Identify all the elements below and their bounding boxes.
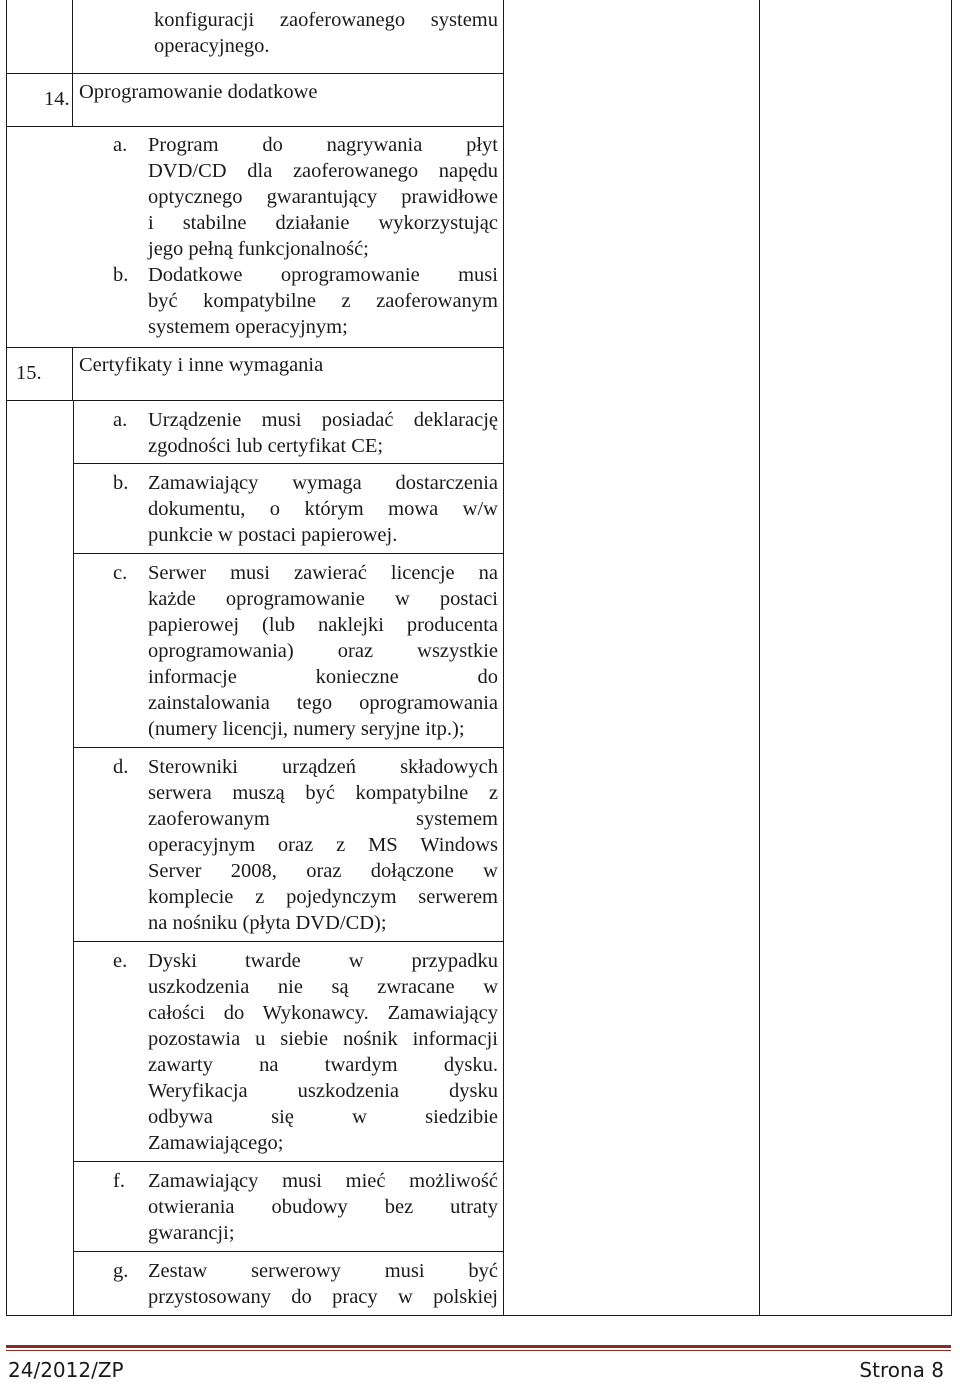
text-line: być kompatybilne z zaoferowanym	[148, 290, 498, 312]
text-line: Server 2008, oraz dołączone w	[148, 860, 498, 882]
list-item	[148, 948, 498, 1156]
text-line: DVD/CD dla zaoferowanego napędu	[148, 160, 498, 182]
list-marker: e.	[113, 950, 128, 972]
list-item	[148, 470, 498, 548]
text-line: zawarty na twardym dysku.	[148, 1054, 498, 1076]
text-line: papierowej (lub naklejki producenta	[148, 614, 498, 636]
section-title: Oprogramowanie dodatkowe	[79, 81, 318, 103]
text-line: uszkodzenia nie są zwracane w	[148, 976, 498, 998]
text-line: dokumentu, o którym mowa w/w	[148, 498, 498, 520]
text-line: całości do Wykonawcy. Zamawiający	[148, 1002, 498, 1024]
text-line: gwarancji;	[148, 1222, 235, 1244]
text-line: Urządzenie musi posiadać deklarację	[148, 409, 498, 431]
text-line: zainstalowania tego oprogramowania	[148, 692, 498, 714]
text-line: optycznego gwarantujący prawidłowe	[148, 186, 498, 208]
list-item	[148, 132, 498, 262]
text-line: Weryfikacja uszkodzenia dysku	[148, 1080, 498, 1102]
continuation-text	[154, 7, 498, 59]
list-item	[148, 1258, 498, 1310]
text-line: punkcie w postaci papierowej.	[148, 524, 398, 546]
list-marker: g.	[113, 1260, 129, 1282]
section-number: 15.	[16, 362, 42, 384]
list-marker: a.	[113, 409, 128, 431]
list-marker: d.	[113, 756, 129, 778]
text-line: Zamawiający wymaga dostarczenia	[148, 472, 498, 494]
text-line: Serwer musi zawierać licencje na	[148, 562, 498, 584]
text-line: każde oprogramowanie w postaci	[148, 588, 498, 610]
text-line: informacje konieczne do	[148, 666, 498, 688]
text-line: przystosowany do pracy w polskiej	[148, 1286, 498, 1308]
text-line: serwera muszą być kompatybilne z	[148, 782, 498, 804]
text-line: Program do nagrywania płyt	[148, 134, 498, 156]
list-marker: b.	[113, 472, 129, 494]
list-marker: a.	[113, 134, 128, 156]
list-marker: b.	[113, 264, 129, 286]
text-line: zaoferowanym systemem	[148, 808, 498, 830]
text-line: Dodatkowe oprogramowanie musi	[148, 264, 498, 286]
text-line: systemem operacyjnym;	[148, 316, 348, 338]
text-line: komplecie z pojedynczym serwerem	[148, 886, 498, 908]
text-line: Zamawiający musi mieć możliwość	[148, 1170, 498, 1192]
text-line: Sterowniki urządzeń składowych	[148, 756, 498, 778]
text-line: jego pełną funkcjonalność;	[148, 238, 369, 260]
list-item	[148, 262, 498, 340]
list-item	[148, 407, 498, 459]
footer-rule-thin	[6, 1350, 951, 1351]
text-line: (numery licencji, numery seryjne itp.);	[148, 718, 465, 740]
section-number: 14.	[44, 88, 70, 110]
text-line: Zestaw serwerowy musi być	[148, 1260, 498, 1282]
text-line: konfiguracji zaoferowanego systemu	[154, 9, 498, 31]
text-line: operacyjnym oraz z MS Windows	[148, 834, 498, 856]
text-line: operacyjnego.	[154, 35, 270, 57]
text-line: pozostawia u siebie nośnik informacji	[148, 1028, 498, 1050]
text-line: Zamawiającego;	[148, 1132, 284, 1154]
text-line: i stabilne działanie wykorzystując	[148, 212, 498, 234]
list-item	[148, 754, 498, 936]
list-marker: f.	[113, 1170, 125, 1192]
list-item	[148, 560, 498, 742]
text-line: oprogramowania) oraz wszystkie	[148, 640, 498, 662]
list-item	[148, 1168, 498, 1246]
page-number: Strona 8	[859, 1358, 944, 1382]
text-line: otwierania obudowy bez utraty	[148, 1196, 498, 1218]
text-line: zgodności lub certyfikat CE;	[148, 435, 384, 457]
text-line: Dyski twarde w przypadku	[148, 950, 498, 972]
list-marker: c.	[113, 562, 128, 584]
text-line: na nośniku (płyta DVD/CD);	[148, 912, 387, 934]
document-reference: 24/2012/ZP	[8, 1358, 124, 1382]
section-title: Certyfikaty i inne wymagania	[79, 354, 324, 376]
footer-rule-thick	[6, 1345, 951, 1348]
text-line: odbywa się w siedzibie	[148, 1106, 498, 1128]
